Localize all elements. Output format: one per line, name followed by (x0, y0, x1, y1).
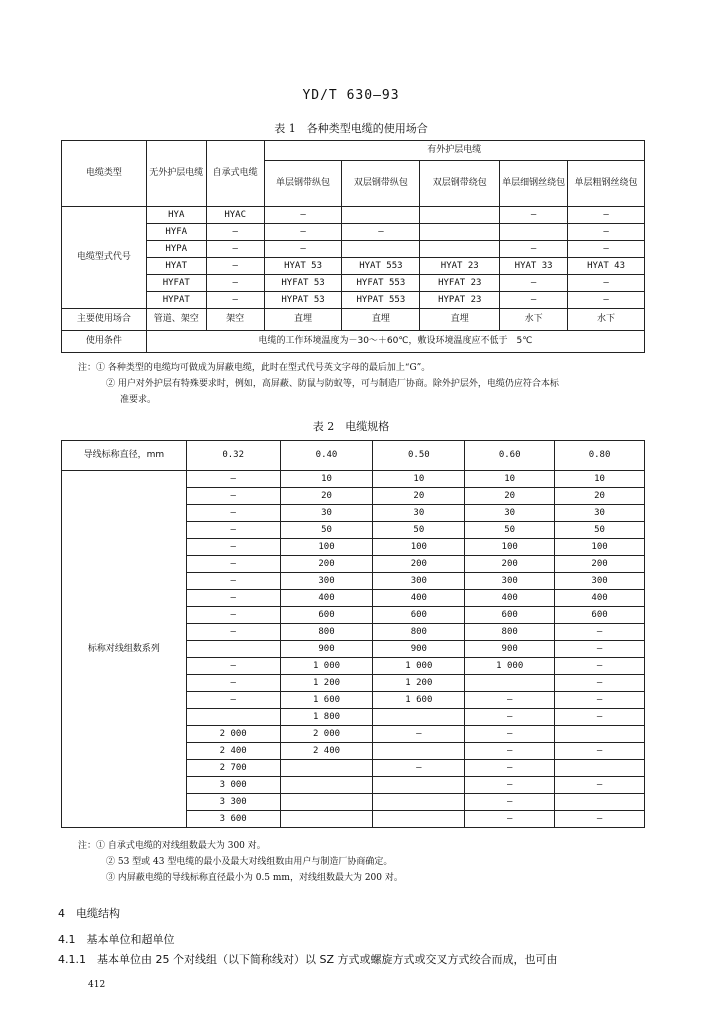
table-cell: — (373, 726, 465, 743)
usage-cell: 直埋 (342, 309, 420, 331)
table-cell: — (500, 207, 568, 224)
table-row (62, 292, 645, 309)
header-diameter-value: 0.40 (280, 441, 373, 471)
table-cell: — (465, 709, 555, 726)
table-cell: — (465, 692, 555, 709)
table-cell: HYFAT 23 (420, 275, 500, 292)
table-cell: 10 (373, 471, 465, 488)
table-cell: 2 000 (280, 726, 373, 743)
table-cell: 2 000 (186, 726, 280, 743)
table2-notes (78, 838, 648, 886)
table-cell: — (465, 794, 555, 811)
table-cell: — (568, 241, 645, 258)
table-cell: 30 (373, 505, 465, 522)
table-cell: 1 000 (465, 658, 555, 675)
usage-cell: 直埋 (420, 309, 500, 331)
table-cell: — (465, 743, 555, 760)
table-cell: 200 (373, 556, 465, 573)
table-cell: 400 (373, 590, 465, 607)
table-cell (280, 811, 373, 828)
table-cell: 1 600 (280, 692, 373, 709)
table-cell: HYAT 553 (342, 258, 420, 275)
table-cell (555, 794, 645, 811)
table-cell: — (465, 777, 555, 794)
table-cell: — (555, 777, 645, 794)
table1-caption: 表 1 各种类型电缆的使用场合 (274, 122, 428, 135)
table-cell: — (555, 743, 645, 760)
table-cell: 20 (555, 488, 645, 505)
table-cell (186, 709, 280, 726)
note-line: 注：① 各种类型的电缆均可做成为屏蔽电缆，此时在型式代号英文字母的最后加上“G”。 (78, 363, 431, 373)
table-cell: HYPAT 53 (264, 292, 342, 309)
table-cell: 200 (280, 556, 373, 573)
table-cell: — (568, 275, 645, 292)
table-cell: 200 (465, 556, 555, 573)
header-cable-type: 电缆类型 (62, 141, 147, 207)
header-diameter: 导线标称直径，mm (62, 441, 187, 471)
table-cell: 600 (373, 607, 465, 624)
table-row (62, 258, 645, 275)
table-cell: 300 (555, 573, 645, 590)
table-cell: — (264, 224, 342, 241)
table-cell: — (206, 224, 264, 241)
table-cell (420, 241, 500, 258)
table-row (62, 471, 645, 488)
table-cell: HYPA (146, 241, 206, 258)
table-cell: — (186, 607, 280, 624)
table-cell: — (568, 224, 645, 241)
table-cell (280, 794, 373, 811)
table-cell: 400 (555, 590, 645, 607)
table-cell: — (186, 488, 280, 505)
table-cell: 300 (373, 573, 465, 590)
table-cell: 3 000 (186, 777, 280, 794)
note-line: 注：① 自承式电缆的对线组数最大为 300 对。 (78, 841, 266, 851)
table-cell (280, 760, 373, 777)
usage-cell: 架空 (206, 309, 264, 331)
table-cell: HYAT (146, 258, 206, 275)
table-cell: — (186, 590, 280, 607)
table-cell: HYAT 53 (264, 258, 342, 275)
table-cell (280, 777, 373, 794)
cable-usage-table (61, 140, 645, 353)
table-cell: 100 (373, 539, 465, 556)
table-cell: 2 400 (186, 743, 280, 760)
table-cell: HYAC (206, 207, 264, 224)
table-cell: 600 (280, 607, 373, 624)
table-cell (420, 224, 500, 241)
table-cell: 800 (280, 624, 373, 641)
table-cell: — (186, 539, 280, 556)
table-cell: 50 (280, 522, 373, 539)
table-cell: 800 (465, 624, 555, 641)
table-row (62, 224, 645, 241)
header-sub: 双层钢带绕包 (420, 161, 500, 207)
header-diameter-value: 0.60 (465, 441, 555, 471)
table-cell (373, 709, 465, 726)
table-cell: — (206, 258, 264, 275)
table-cell: 1 800 (280, 709, 373, 726)
note-line: ③ 内屏蔽电缆的导线标称直径最小为 0.5 mm，对线组数最大为 200 对。 (106, 873, 403, 883)
table-cell: HYA (146, 207, 206, 224)
table-cell: HYAT 23 (420, 258, 500, 275)
table2-caption: 表 2 电缆规格 (312, 420, 390, 433)
table-cell: — (186, 624, 280, 641)
header-sub: 双层钢带纵包 (342, 161, 420, 207)
table-cell (465, 675, 555, 692)
table-cell: 3 300 (186, 794, 280, 811)
table-cell (186, 641, 280, 658)
table-cell: 50 (373, 522, 465, 539)
table-cell: — (465, 811, 555, 828)
table-cell: — (373, 760, 465, 777)
table-cell: — (186, 522, 280, 539)
table-cell: — (186, 505, 280, 522)
table-cell: 200 (555, 556, 645, 573)
table-cell: 1 000 (373, 658, 465, 675)
table-cell: — (186, 675, 280, 692)
rowgroup-label: 电缆型式代号 (62, 207, 147, 309)
table-cell: HYFAT 53 (264, 275, 342, 292)
header-no-outer: 无外护层电缆 (146, 141, 206, 207)
table-cell: 300 (280, 573, 373, 590)
table-cell: 20 (280, 488, 373, 505)
table-cell: 1 200 (373, 675, 465, 692)
table-cell (420, 207, 500, 224)
table-cell: HYAT 33 (500, 258, 568, 275)
usage-cell: 水下 (500, 309, 568, 331)
header-diameter-value: 0.32 (186, 441, 280, 471)
header-self-support: 自承式电缆 (206, 141, 264, 207)
note-line: ② 用户对外护层有特殊要求时，例如，高屏蔽、防鼠与防蚁等，可与制造厂协商。除外护层外，电缆仍应符合本标 (106, 379, 559, 389)
table-cell: — (555, 811, 645, 828)
table-cell: — (555, 641, 645, 658)
table-cell: 30 (280, 505, 373, 522)
note-line: ② 53 型或 43 型电缆的最小及最大对线组数由用户与制造厂协商确定。 (106, 857, 393, 867)
standard-code: YD/T 630—93 (302, 88, 400, 103)
usage-cell: 管道、架空 (146, 309, 206, 331)
table1-notes (78, 360, 648, 408)
table-cell: HYPAT 553 (342, 292, 420, 309)
table-cell: 10 (555, 471, 645, 488)
section-heading: 4 电缆结构 (58, 907, 120, 920)
table-cell: — (500, 241, 568, 258)
table-row (62, 275, 645, 292)
table-cell: 100 (465, 539, 555, 556)
table-cell: 30 (465, 505, 555, 522)
table-cell: 600 (465, 607, 555, 624)
table-cell: 100 (280, 539, 373, 556)
table-cell: — (186, 692, 280, 709)
table-cell: — (206, 241, 264, 258)
table-cell: 800 (373, 624, 465, 641)
row-label: 标称对线组数系列 (62, 471, 187, 828)
table-row (62, 207, 645, 224)
table-cell: — (264, 207, 342, 224)
table-cell: 10 (465, 471, 555, 488)
table-cell: — (206, 292, 264, 309)
note-line: 准要求。 (120, 395, 157, 405)
table-cell: 1 200 (280, 675, 373, 692)
condition-label: 使用条件 (62, 331, 147, 353)
table-cell: 20 (373, 488, 465, 505)
table-cell: 50 (555, 522, 645, 539)
table-cell: 900 (280, 641, 373, 658)
table-cell: — (186, 556, 280, 573)
table-cell (555, 760, 645, 777)
table-cell (373, 777, 465, 794)
table-cell: — (186, 658, 280, 675)
table-cell: — (206, 275, 264, 292)
table-cell (373, 811, 465, 828)
header-sub: 单层细钢丝绕包 (500, 161, 568, 207)
usage-label: 主要使用场合 (62, 309, 147, 331)
table-cell: HYPAT (146, 292, 206, 309)
table-cell: — (465, 726, 555, 743)
usage-cell: 水下 (568, 309, 645, 331)
table-cell: — (500, 292, 568, 309)
table-cell: HYFA (146, 224, 206, 241)
table-cell: 1 600 (373, 692, 465, 709)
table-cell: HYAT 43 (568, 258, 645, 275)
table-cell: — (555, 709, 645, 726)
table-cell: 10 (280, 471, 373, 488)
table-cell: — (264, 241, 342, 258)
table-cell (500, 224, 568, 241)
table-cell: — (186, 573, 280, 590)
table-cell (342, 207, 420, 224)
table-cell: 900 (373, 641, 465, 658)
cable-spec-table (61, 440, 645, 828)
body-paragraph: 4.1.1 基本单位由 25 个对线组（以下简称线对）以 SZ 方式或螺旋方式或交叉方式绞合而成，也可由 (58, 953, 558, 966)
table-cell: — (568, 207, 645, 224)
subsection-heading: 4.1 基本单位和超单位 (58, 933, 175, 946)
table-cell (555, 726, 645, 743)
table-cell: — (465, 760, 555, 777)
table-cell (342, 241, 420, 258)
header-diameter-value: 0.80 (555, 441, 645, 471)
header-sub: 单层钢带纵包 (264, 161, 342, 207)
table-cell (373, 743, 465, 760)
table-cell: 600 (555, 607, 645, 624)
table-cell: — (500, 275, 568, 292)
table-cell: — (555, 692, 645, 709)
table-row (62, 241, 645, 258)
page-number: 412 (88, 980, 106, 990)
header-diameter-value: 0.50 (373, 441, 465, 471)
table-cell: 2 400 (280, 743, 373, 760)
table-cell: — (555, 624, 645, 641)
table-cell: 300 (465, 573, 555, 590)
table-cell: 900 (465, 641, 555, 658)
table-cell: — (555, 675, 645, 692)
table-cell: — (555, 658, 645, 675)
table-cell: 2 700 (186, 760, 280, 777)
table-cell: HYFAT (146, 275, 206, 292)
usage-cell: 直埋 (264, 309, 342, 331)
table-cell: — (342, 224, 420, 241)
table-cell: — (568, 292, 645, 309)
table-cell: 30 (555, 505, 645, 522)
table-cell (373, 794, 465, 811)
table-cell: 20 (465, 488, 555, 505)
table-cell: 400 (280, 590, 373, 607)
table-cell: 3 600 (186, 811, 280, 828)
table-cell: — (186, 471, 280, 488)
condition-text: 电缆的工作环境温度为－30～＋60℃，敷设环境温度应不低于 5℃ (146, 331, 644, 353)
header-with-outer: 有外护层电缆 (264, 141, 644, 161)
table-cell: HYFAT 553 (342, 275, 420, 292)
header-sub: 单层粗钢丝绕包 (568, 161, 645, 207)
table-cell: 50 (465, 522, 555, 539)
table-cell: 400 (465, 590, 555, 607)
table-cell: HYPAT 23 (420, 292, 500, 309)
table-cell: 100 (555, 539, 645, 556)
table-cell: 1 000 (280, 658, 373, 675)
